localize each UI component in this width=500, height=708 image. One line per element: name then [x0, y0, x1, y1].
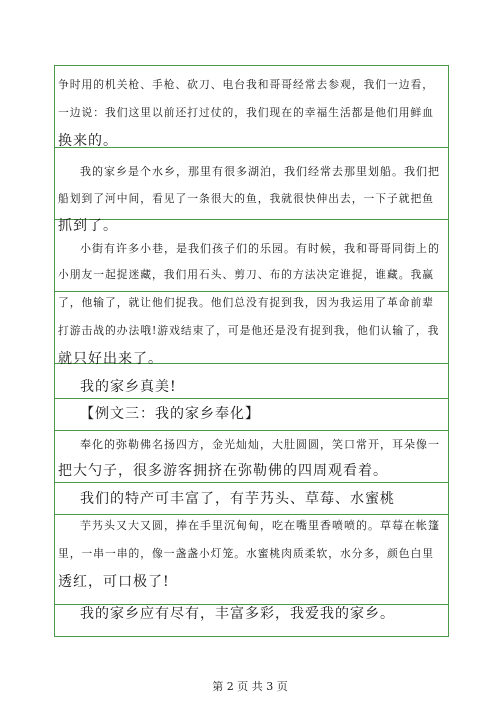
- text-line: 把大勺子，很多游客拥挤在弥勒佛的四周观看着。: [58, 463, 388, 479]
- text-line: 换来的。: [58, 133, 118, 149]
- text-line: 就只好出来了。: [58, 351, 163, 367]
- text-line: 抓到了。: [58, 218, 118, 234]
- text-line: 船划到了河中间，看见了一条很大的鱼，我就很快伸出去，一下子就把鱼: [58, 192, 435, 205]
- section-heading: 【例文三：我的家乡奉化】: [80, 406, 260, 422]
- text-line: 芋艿头又大又圆，捧在手里沉甸甸，吃在嘴里香喷喷的。草莓在帐篷: [80, 519, 440, 532]
- text-line: 里，一串一串的，像一盏盏小灯笼。水蜜桃肉质柔软，水分多，颜色白里: [58, 547, 435, 560]
- text-line: 一边说：我们这里以前还打过仗的，我们现在的幸福生活都是他们用鲜血: [58, 106, 435, 119]
- text-line: 我们的特产可丰富了，有芋艿头、草莓、水蜜桃: [80, 491, 395, 507]
- page-number-footer: 第 2 页 共 3 页: [212, 680, 288, 693]
- text-line: 我的家乡应有尽有，丰富多彩，我爱我的家乡。: [80, 606, 395, 622]
- text-line: 打游击战的办法哦!游戏结束了，可是他还是没有捉到我，他们认输了，我: [58, 324, 440, 337]
- table-row: [55, 147, 448, 219]
- text-line: 争时用的机关枪、手枪、砍刀、电台我和哥哥经常去参观，我们一边看，: [58, 78, 435, 91]
- text-line: 小街有许多小巷，是我们孩子们的乐园。有时候，我和哥哥同街上的: [80, 242, 440, 255]
- text-line: 奉化的弥勒佛名扬四方，金光灿灿，大肚圆圆，笑口常开，耳朵像一: [80, 438, 440, 451]
- text-line: 我的家乡是个水乡，那里有很多湖泊，我们经常去那里划船。我们把: [80, 165, 440, 178]
- text-line: 小朋友一起捉迷藏，我们用石头、剪刀、布的方法决定谁捉，谁藏。我赢: [58, 268, 435, 281]
- text-line: 了，他输了，就让他们捉我。他们总没有捉到我，因为我运用了革命前辈: [58, 296, 435, 309]
- text-line: 透红，可口极了!: [58, 574, 170, 590]
- text-line: 我的家乡真美!: [80, 379, 177, 395]
